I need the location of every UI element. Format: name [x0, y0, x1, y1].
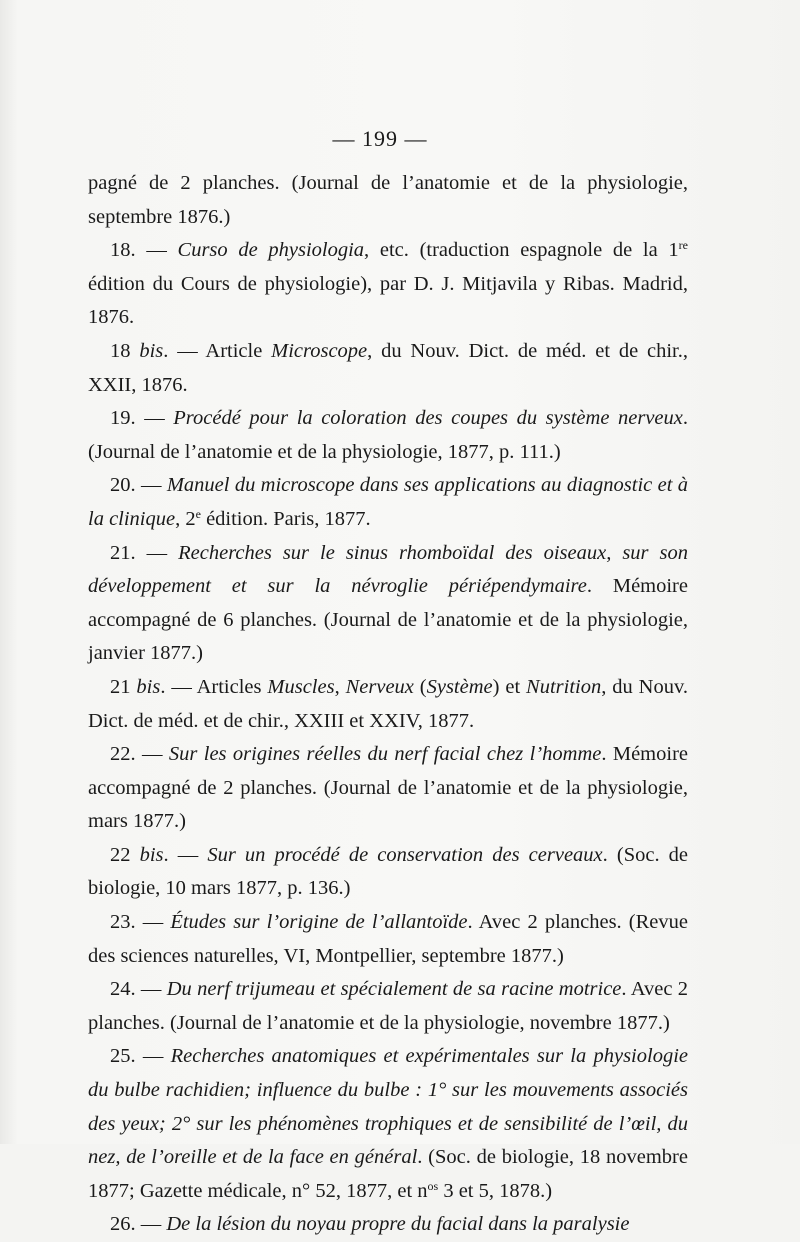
bibliography-entry	[88, 906, 688, 973]
bibliography-entry	[88, 335, 688, 402]
entry-text: . — Articles	[160, 675, 268, 698]
bibliography-entry	[88, 537, 688, 671]
entry-text: (	[413, 675, 427, 698]
entry-text: 23. —	[110, 911, 171, 934]
bibliography-entry	[88, 671, 688, 738]
italic-title-text: Recherches sur le sinus rhomboïdal des oiseaux, sur son développement et sur la névroglie périépendymaire	[88, 541, 689, 598]
entry-text: . (Soc. de biologie, 10 mars 1877, p. 136.)	[88, 843, 689, 900]
bibliography-entry	[88, 402, 688, 469]
entry-text: , 2	[175, 507, 196, 530]
entry-text: , du Nouv. Dict. de méd. et de chir., XXIII et XXIV, 1877.	[88, 675, 688, 732]
italic-title-text: Muscles	[267, 675, 335, 698]
italic-title-text: Recherches anatomiques et expérimentales sur la physiologie du bulbe rachidien; influence du bulbe : 1° sur les mouvements associés des yeux; 2° sur les phénomènes trophiques et de sensibilité de l’œil, du nez, de l’oreille et de la face en général	[88, 1045, 688, 1169]
entry-text: 25. —	[110, 1045, 171, 1068]
entry-text: 22	[110, 843, 140, 866]
entry-text: pagné de 2 planches. (Journal de l’anatomie et de la physiologie, septembre 1876.)	[88, 172, 688, 228]
italic-title-text: Curso de physiologia	[177, 239, 365, 262]
italic-title-text: Du nerf trijumeau et spécialement de sa racine motrice	[166, 978, 622, 1001]
bibliography-text	[88, 167, 688, 1242]
italic-title-text: Microscope	[271, 339, 368, 362]
entry-text: 24. —	[110, 978, 167, 1001]
entry-text: . Mémoire accompagné de 6 planches. (Journal de l’anatomie et de la physiologie, janvier 1877.)	[88, 575, 688, 665]
superscript-text: e	[195, 506, 201, 521]
bibliography-entry	[88, 839, 688, 906]
superscript-text: os	[427, 1178, 439, 1193]
entry-text: 22. —	[110, 743, 169, 766]
entry-text: . Avec 2 planches. (Journal de l’anatomie et de la physiologie, novembre 1877.)	[88, 978, 688, 1034]
italic-title-text: bis	[139, 843, 164, 866]
entry-text: 18	[110, 339, 140, 362]
italic-title-text: Manuel du microscope dans ses applications au diagnostic et à la clinique	[88, 474, 689, 530]
bibliography-entry	[88, 973, 688, 1040]
entry-text: 18. —	[110, 239, 178, 262]
italic-title-text: bis	[136, 675, 161, 698]
bibliography-entry	[88, 234, 688, 335]
italic-title-text: Sur les origines réelles du nerf facial chez l’homme	[168, 743, 602, 766]
entry-text: 19. —	[110, 407, 174, 430]
italic-title-text: Système	[426, 675, 493, 698]
italic-title-text: Études sur l’origine de l’allantoïde	[170, 911, 468, 934]
entry-text: . Mémoire accompagné de 2 planches. (Journal de l’anatomie et de la physiologie, mars 1877.)	[88, 743, 689, 833]
entry-text: ,	[334, 675, 346, 698]
entry-text: . (Soc. de biologie, 18 novembre 1877; Gazette médicale, n° 52, 1877, et n	[88, 1146, 688, 1202]
bibliography-entry	[88, 738, 688, 839]
italic-title-text: De la lésion du noyau propre du facial dans la paralysie	[166, 1213, 630, 1236]
italic-title-text: Sur un procédé de conservation des cerveaux	[207, 843, 603, 866]
entry-text: . —	[163, 843, 208, 866]
entry-text: 20. —	[110, 474, 167, 497]
bibliography-entry	[88, 1208, 688, 1242]
entry-text: édition. Paris, 1877.	[200, 507, 371, 530]
italic-title-text: Nutrition	[526, 675, 602, 698]
entry-text: . Avec 2 planches. (Revue des sciences naturelles, VI, Montpellier, septembre 1877.)	[88, 911, 688, 967]
entry-text: , etc. (traduction espagnole de la 1	[364, 239, 679, 262]
entry-text: 21. —	[110, 541, 179, 564]
entry-text: 21	[110, 675, 137, 698]
entry-text: . — Article	[163, 339, 272, 362]
entry-text: . (Journal de l’anatomie et de la physiologie, 1877, p. 111.)	[88, 407, 688, 463]
italic-title-text: Procédé pour la coloration des coupes du système nerveux	[173, 407, 683, 430]
entry-text: 26. —	[110, 1213, 167, 1236]
page-number: — 199 —	[332, 126, 428, 151]
continued-entry	[88, 167, 688, 234]
italic-title-text: Nerveux	[345, 675, 414, 698]
entry-text: 3 et 5, 1878.)	[438, 1179, 553, 1202]
bibliography-entry	[88, 469, 688, 536]
entry-text: édition du Cours de physiologie), par D. J. Mitjavila y Ribas. Madrid, 1876.	[88, 272, 688, 329]
bibliography-entry	[88, 1040, 688, 1208]
entry-text: , du Nouv. Dict. de méd. et de chir., XXII, 1876.	[88, 339, 689, 396]
superscript-text: re	[678, 238, 688, 253]
entry-text: ) et	[492, 675, 527, 698]
italic-title-text: bis	[139, 339, 164, 362]
